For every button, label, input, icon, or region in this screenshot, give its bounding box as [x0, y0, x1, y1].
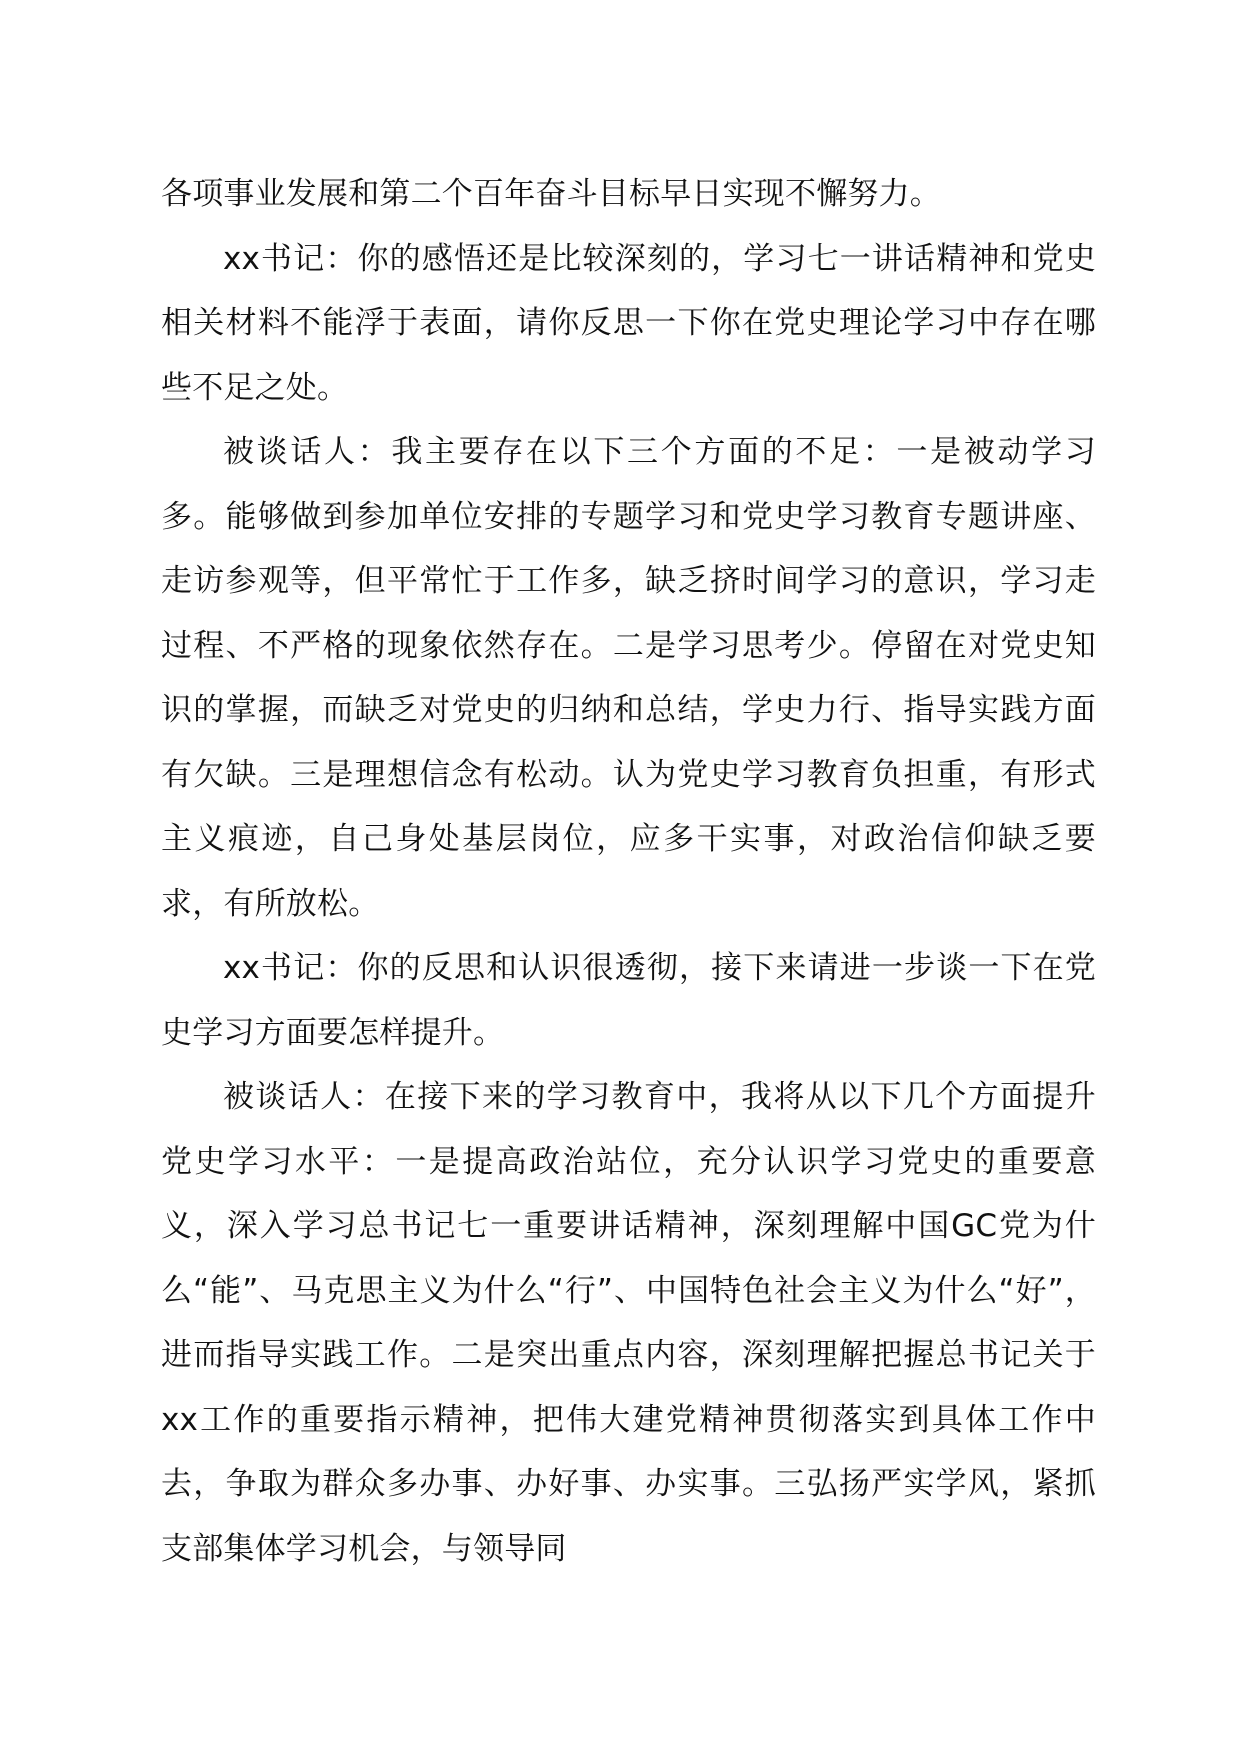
- speaker-label: xx书记：: [223, 950, 358, 986]
- paragraph-text: 你的感悟还是比较深刻的，学习七一讲话精神和党史相关材料不能浮于表面，请你反思一下你在党史理论学习中存在哪些不足之处。: [161, 240, 1096, 406]
- paragraph-3: [161, 420, 1096, 936]
- paragraph-text: 在接下来的学习教育中，我将从以下几个方面提升党史学习水平：一是提高政治站位，充分认识学习党史的重要意义，深入学习总书记七一重要讲话精神，深刻理解中国GC党为什么“能”、马克思主义为什么“行”、中国特色社会主义为什么“好”，进而指导实践工作。二是突出重点内容，深刻理解把握总书记关于xx工作的重要指示精神，把伟大建党精神贯彻落实到具体工作中去，争取为群众多办事、办好事、办实事。三弘扬严实学风，紧抓支部集体学习机会，与领导同: [161, 1079, 1096, 1567]
- paragraph-text: 你的反思和认识很透彻，接下来请进一步谈一下在党史学习方面要怎样提升。: [161, 950, 1096, 1051]
- speaker-label: 被谈话人：: [223, 434, 392, 470]
- speaker-label: xx书记：: [223, 240, 358, 277]
- paragraph-text: 各项事业发展和第二个百年奋斗目标早日实现不懈努力。: [161, 176, 941, 212]
- document-body: [161, 162, 1096, 1581]
- paragraph-1: [161, 162, 1096, 227]
- paragraph-2: [161, 227, 1096, 421]
- paragraph-4: [161, 936, 1096, 1065]
- speaker-label: 被谈话人：: [223, 1079, 385, 1115]
- paragraph-5: [161, 1065, 1096, 1581]
- paragraph-text: 我主要存在以下三个方面的不足：一是被动学习多。能够做到参加单位安排的专题学习和党史学习教育专题讲座、走访参观等，但平常忙于工作多，缺乏挤时间学习的意识，学习走过程、不严格的现象依然存在。二是学习思考少。停留在对党史知识的掌握，而缺乏对党史的归纳和总结，学史力行、指导实践方面有欠缺。三是理想信念有松动。认为党史学习教育负担重，有形式主义痕迹，自己身处基层岗位，应多干实事，对政治信仰缺乏要求，有所放松。: [161, 434, 1096, 922]
